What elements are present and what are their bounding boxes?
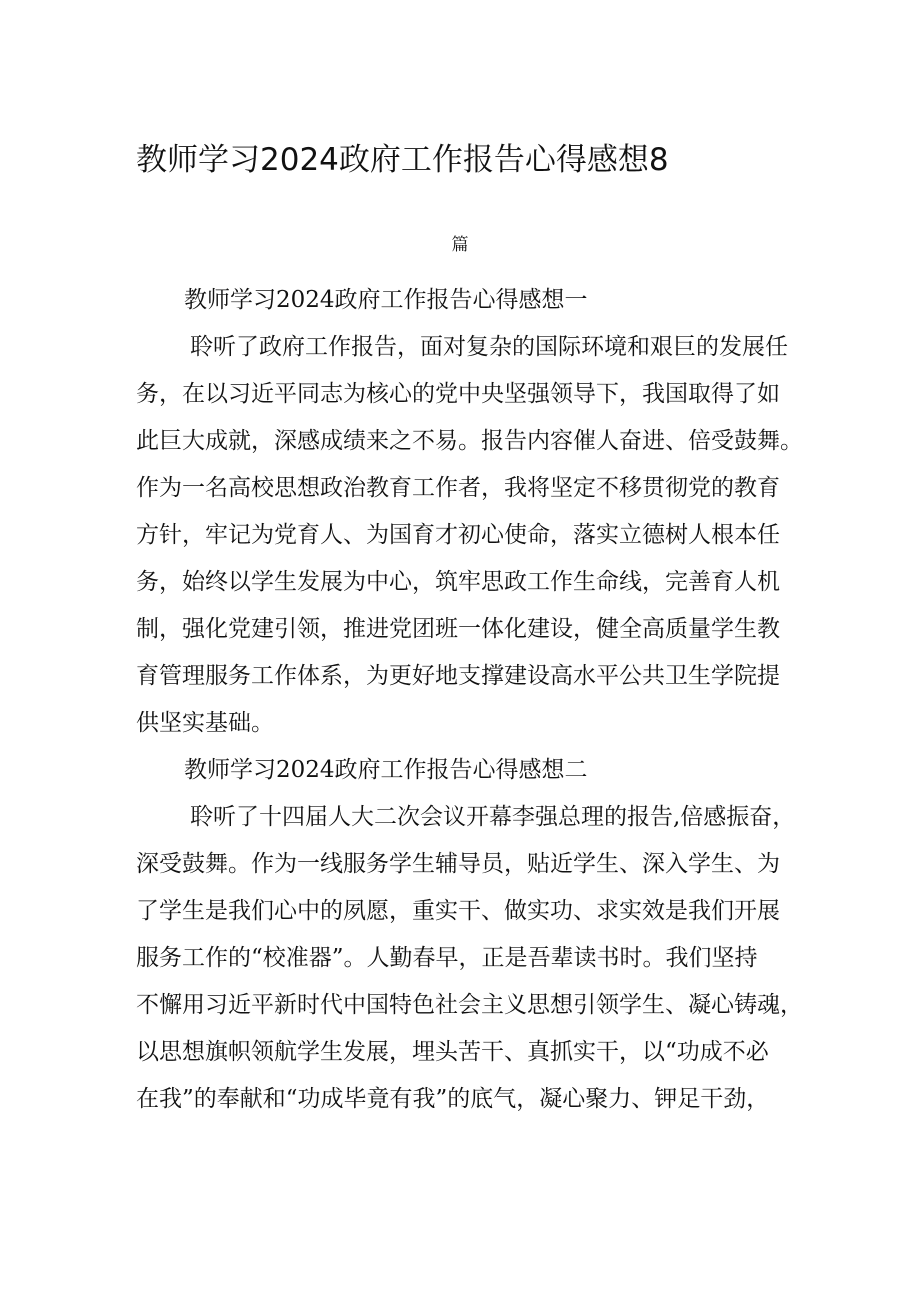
- paragraph-line: 务，在以习近平同志为核心的党中央坚强领导下，我国取得了如: [136, 381, 780, 407]
- paragraph-line: 供坚实基础。: [136, 710, 274, 736]
- paragraph-line: 制，强化党建引领，推进党团班一体化建设，健全高质量学生教: [136, 616, 780, 642]
- section-heading: 教师学习2024政府工作报告心得感想一: [184, 287, 588, 313]
- paragraph-line: 方针，牢记为党育人、为国育才初心使命，落实立德树人根本任: [136, 522, 780, 548]
- section-heading: 教师学习2024政府工作报告心得感想二: [184, 757, 588, 783]
- paragraph-line: 服务工作的“校准器”。人勤春早，正是吾辈读书时。我们坚持: [136, 945, 758, 971]
- paragraph-line: 聆听了十四届人大二次会议开幕李强总理的报告,倍感振奋，: [190, 804, 796, 830]
- paragraph-line: 聆听了政府工作报告，面对复杂的国际环境和艰巨的发展任: [190, 334, 788, 360]
- paragraph-line: 在我”的奉献和“功成毕竟有我”的底气，凝心聚力、钾足干劲，: [136, 1086, 770, 1112]
- paragraph-line: 深受鼓舞。作为一线服务学生辅导员，贴近学生、深入学生、为: [136, 851, 780, 877]
- paragraph-line: 不懈用习近平新时代中国特色社会主义思想引领学生、凝心铸魂，: [136, 992, 803, 1018]
- paragraph-line: 育管理服务工作体系，为更好地支撑建设高水平公共卫生学院提: [136, 663, 780, 689]
- paragraph-line: 此巨大成就，深感成绩来之不易。报告内容催人奋进、倍受鼓舞。: [136, 428, 803, 454]
- paragraph-line: 了学生是我们心中的夙愿，重实干、做实功、求实效是我们开展: [136, 898, 780, 924]
- paragraph-line: 以思想旗帜领航学生发展，埋头苦干、真抓实干，以“功成不必: [136, 1039, 769, 1065]
- paragraph-line: 作为一名高校思想政治教育工作者，我将坚定不移贯彻党的教育: [136, 475, 780, 501]
- document-title-continuation: 篇: [451, 235, 469, 255]
- paragraph-line: 务，始终以学生发展为中心，筑牢思政工作生命线，完善育人机: [136, 569, 780, 595]
- document-title: 教师学习2024政府工作报告心得感想8: [136, 142, 669, 178]
